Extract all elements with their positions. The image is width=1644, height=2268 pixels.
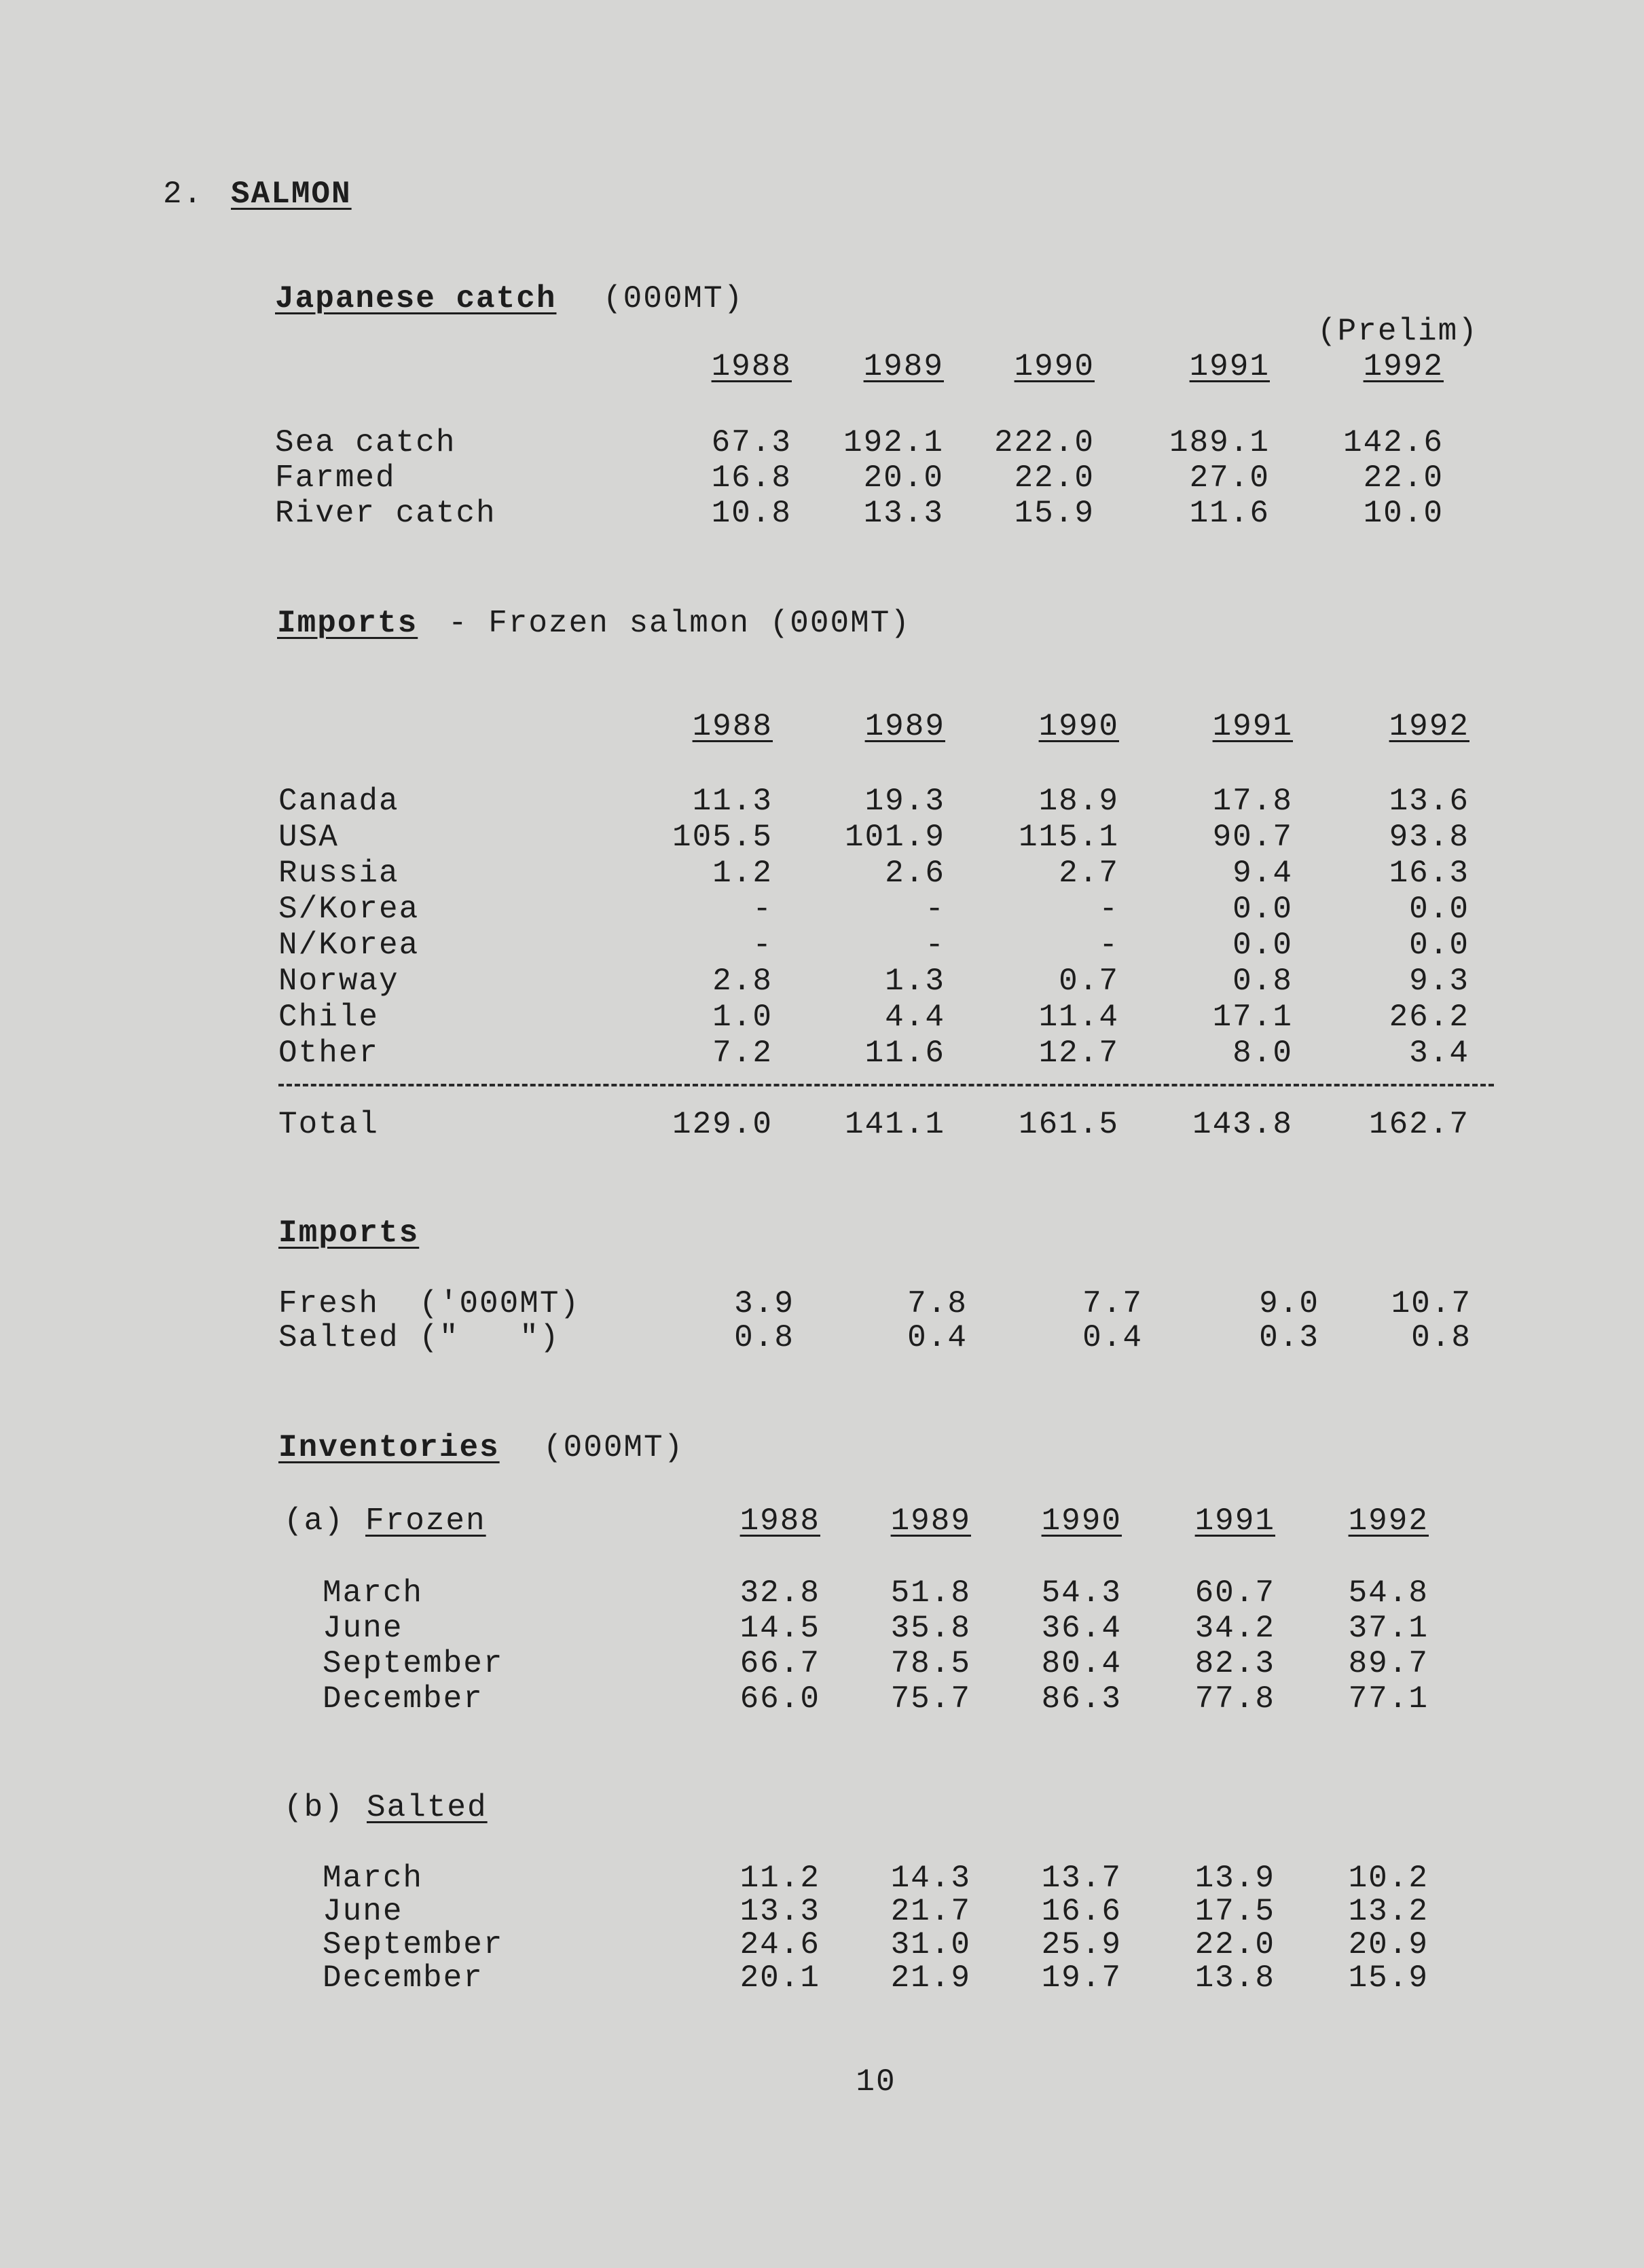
row-label: USA — [278, 820, 339, 855]
table-cell: 0.0 — [1232, 928, 1293, 963]
table-cell: 31.0 — [890, 1927, 971, 1962]
table-cell: 0.8 — [1411, 1320, 1472, 1355]
section-number: 2. — [163, 177, 204, 212]
row-label: Farmed — [275, 460, 396, 496]
year-header: 1992 — [1348, 1503, 1429, 1539]
table-cell: 16.6 — [1041, 1894, 1122, 1929]
table-cell: - — [752, 892, 773, 927]
table-cell: 13.3 — [739, 1894, 820, 1929]
year-header: 1989 — [863, 349, 944, 384]
table-cell: 0.7 — [1059, 964, 1119, 999]
year-header: 1989 — [864, 709, 945, 744]
table-cell: 78.5 — [890, 1646, 971, 1681]
table-cell: 7.2 — [712, 1036, 773, 1071]
year-header: 1990 — [1038, 709, 1119, 744]
table-cell: 77.8 — [1194, 1681, 1275, 1717]
year-header: 1988 — [711, 349, 792, 384]
year-header: 1992 — [1389, 709, 1469, 744]
table-cell: 13.2 — [1348, 1894, 1429, 1929]
inventories-unit: (000MT) — [543, 1430, 684, 1465]
table-cell: 34.2 — [1194, 1611, 1275, 1646]
table-cell: 1.2 — [712, 856, 773, 891]
table-cell: 1.0 — [712, 1000, 773, 1035]
table-cell: 0.4 — [907, 1320, 968, 1355]
table-cell: 54.3 — [1041, 1575, 1122, 1611]
table-cell: 26.2 — [1389, 1000, 1469, 1035]
row-label: March — [323, 1861, 424, 1896]
table-cell: 2.8 — [712, 964, 773, 999]
row-label: June — [323, 1894, 403, 1929]
table-cell: 82.3 — [1194, 1646, 1275, 1681]
table-cell: 36.4 — [1041, 1611, 1122, 1646]
salted-label: Salted — [367, 1790, 488, 1825]
frozen-prefix: (a) — [284, 1503, 344, 1539]
row-label: Other — [278, 1036, 380, 1071]
year-header: 1992 — [1363, 349, 1444, 384]
table-cell: 22.0 — [1014, 460, 1095, 496]
table-cell: 22.0 — [1363, 460, 1444, 496]
table-cell: 54.8 — [1348, 1575, 1429, 1611]
table-cell: 10.8 — [711, 496, 792, 531]
page-number: 10 — [856, 2064, 896, 2100]
table-cell: 13.7 — [1041, 1861, 1122, 1896]
table-cell: 16.3 — [1389, 856, 1469, 891]
table-cell: 51.8 — [890, 1575, 971, 1611]
table-cell: 21.9 — [890, 1960, 971, 1996]
table-cell: 89.7 — [1348, 1646, 1429, 1681]
frozen-label: Frozen — [365, 1503, 486, 1539]
table-cell: - — [1099, 928, 1119, 963]
table-cell: 20.9 — [1348, 1927, 1429, 1962]
total-cell: 162.7 — [1368, 1107, 1469, 1142]
year-header: 1989 — [890, 1503, 971, 1539]
year-header: 1991 — [1212, 709, 1293, 744]
year-header: 1990 — [1041, 1503, 1122, 1539]
table-cell: 13.3 — [863, 496, 944, 531]
table-cell: 12.7 — [1038, 1036, 1119, 1071]
table-cell: 77.1 — [1348, 1681, 1429, 1717]
table-cell: 32.8 — [739, 1575, 820, 1611]
table-cell: 22.0 — [1194, 1927, 1275, 1962]
row-label: June — [323, 1611, 403, 1646]
table-cell: 11.6 — [864, 1036, 945, 1071]
inventories-title: Inventories — [278, 1430, 500, 1465]
table-cell: 16.8 — [711, 460, 792, 496]
table-cell: 66.7 — [739, 1646, 820, 1681]
table-cell: 35.8 — [890, 1611, 971, 1646]
table-cell: 80.4 — [1041, 1646, 1122, 1681]
total-cell: 161.5 — [1018, 1107, 1119, 1142]
total-cell: 141.1 — [844, 1107, 945, 1142]
table-cell: 14.3 — [890, 1861, 971, 1896]
table-cell: 24.6 — [739, 1927, 820, 1962]
year-header: 1991 — [1194, 1503, 1275, 1539]
catch-title: Japanese catch — [275, 281, 557, 316]
table-cell: 1.3 — [885, 964, 945, 999]
table-cell: 19.7 — [1041, 1960, 1122, 1996]
total-label: Total — [278, 1107, 380, 1142]
table-cell: 2.6 — [885, 856, 945, 891]
table-cell: 17.8 — [1212, 784, 1293, 819]
table-cell: 9.3 — [1409, 964, 1469, 999]
table-cell: 18.9 — [1038, 784, 1119, 819]
table-cell: 9.4 — [1232, 856, 1293, 891]
table-cell: 105.5 — [672, 820, 773, 855]
table-cell: 13.9 — [1194, 1861, 1275, 1896]
table-cell: 11.4 — [1038, 1000, 1119, 1035]
table-cell: 0.8 — [1232, 964, 1293, 999]
table-cell: 10.0 — [1363, 496, 1444, 531]
table-cell: - — [925, 928, 945, 963]
table-cell: 20.1 — [739, 1960, 820, 1996]
year-header: 1988 — [739, 1503, 820, 1539]
row-label: Canada — [278, 784, 399, 819]
table-cell: 11.3 — [692, 784, 773, 819]
table-cell: 27.0 — [1189, 460, 1270, 496]
table-cell: 17.1 — [1212, 1000, 1293, 1035]
table-cell: 67.3 — [711, 425, 792, 460]
row-label: Russia — [278, 856, 399, 891]
table-cell: 17.5 — [1194, 1894, 1275, 1929]
table-cell: - — [1099, 892, 1119, 927]
table-cell: 2.7 — [1059, 856, 1119, 891]
table-cell: 10.7 — [1391, 1286, 1472, 1321]
table-cell: 0.0 — [1232, 892, 1293, 927]
row-label: N/Korea — [278, 928, 420, 963]
year-header: 1991 — [1189, 349, 1270, 384]
table-cell: 189.1 — [1169, 425, 1270, 460]
row-label: Chile — [278, 1000, 380, 1035]
table-cell: 66.0 — [739, 1681, 820, 1717]
table-cell: 75.7 — [890, 1681, 971, 1717]
table-cell: 13.8 — [1194, 1960, 1275, 1996]
table-cell: 0.8 — [734, 1320, 794, 1355]
row-label: December — [323, 1681, 483, 1717]
table-cell: 60.7 — [1194, 1575, 1275, 1611]
table-cell: 7.7 — [1082, 1286, 1143, 1321]
table-cell: 0.3 — [1259, 1320, 1319, 1355]
table-cell: 3.4 — [1409, 1036, 1469, 1071]
table-cell: 0.4 — [1082, 1320, 1143, 1355]
table-cell: 11.2 — [739, 1861, 820, 1896]
table-cell: 15.9 — [1348, 1960, 1429, 1996]
table-cell: 142.6 — [1342, 425, 1444, 460]
row-label: December — [323, 1960, 483, 1996]
imports-subtitle: - Frozen salmon (000MT) — [448, 606, 911, 641]
table-cell: - — [752, 928, 773, 963]
table-cell: 86.3 — [1041, 1681, 1122, 1717]
row-label: Sea catch — [275, 425, 456, 460]
row-label: March — [323, 1575, 424, 1611]
table-cell: 20.0 — [863, 460, 944, 496]
row-label: September — [323, 1927, 504, 1962]
table-cell: 14.5 — [739, 1611, 820, 1646]
table-cell: 4.4 — [885, 1000, 945, 1035]
total-cell: 143.8 — [1192, 1107, 1293, 1142]
row-label: September — [323, 1646, 504, 1681]
table-cell: 93.8 — [1389, 820, 1469, 855]
total-cell: 129.0 — [672, 1107, 773, 1142]
table-cell: 9.0 — [1259, 1286, 1319, 1321]
year-header: 1988 — [692, 709, 773, 744]
row-label: Fresh ('000MT) — [278, 1286, 581, 1321]
row-label: Norway — [278, 964, 399, 999]
table-cell: 0.0 — [1409, 892, 1469, 927]
table-cell: - — [925, 892, 945, 927]
catch-unit: (000MT) — [603, 281, 744, 316]
salted-prefix: (b) — [284, 1790, 344, 1825]
catch-prelim-label: (Prelim) — [1317, 314, 1478, 349]
table-cell: 21.7 — [890, 1894, 971, 1929]
table-cell: 10.2 — [1348, 1861, 1429, 1896]
row-label: River catch — [275, 496, 496, 531]
section-title: SALMON — [231, 177, 352, 212]
table-cell: 8.0 — [1232, 1036, 1293, 1071]
row-label: Salted (" ") — [278, 1320, 560, 1355]
table-cell: 90.7 — [1212, 820, 1293, 855]
table-cell: 192.1 — [843, 425, 944, 460]
table-cell: 115.1 — [1018, 820, 1119, 855]
table-cell: 222.0 — [993, 425, 1095, 460]
table-cell: 19.3 — [864, 784, 945, 819]
row-label: S/Korea — [278, 892, 420, 927]
year-header: 1990 — [1014, 349, 1095, 384]
table-cell: 15.9 — [1014, 496, 1095, 531]
table-cell: 101.9 — [844, 820, 945, 855]
imports-title: Imports — [277, 606, 418, 641]
table-cell: 7.8 — [907, 1286, 968, 1321]
table-cell: 37.1 — [1348, 1611, 1429, 1646]
other-imports-title: Imports — [278, 1215, 420, 1251]
table-cell: 3.9 — [734, 1286, 794, 1321]
table-cell: 0.0 — [1409, 928, 1469, 963]
table-cell: 13.6 — [1389, 784, 1469, 819]
table-cell: 25.9 — [1041, 1927, 1122, 1962]
total-divider — [278, 1084, 1494, 1086]
table-cell: 11.6 — [1189, 496, 1270, 531]
